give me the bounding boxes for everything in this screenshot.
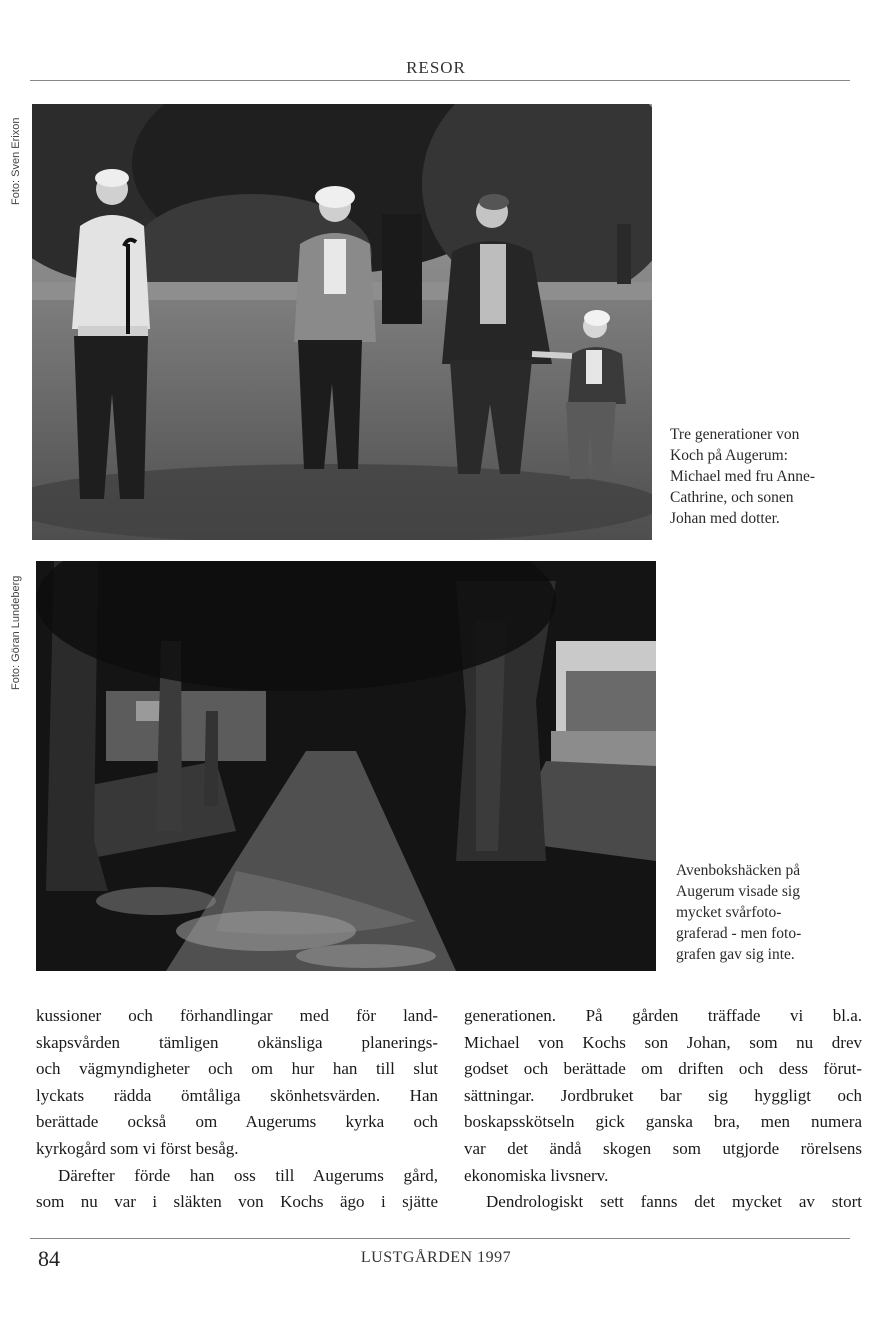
text-line: skapsvården tämligen okänsliga planerings-	[36, 1032, 438, 1052]
photo-hornbeam-hedge	[36, 561, 656, 971]
text-line: godset och berättade om driften och dess förut-	[464, 1059, 862, 1079]
text-line: Därefter förde han oss till Augerums gård,	[58, 1165, 438, 1185]
caption-line: Koch på Augerum:	[670, 447, 788, 464]
text-line: kussioner och förhandlingar med för land-	[36, 1006, 438, 1025]
text-column-left	[36, 1003, 438, 1216]
caption-line: Avenbokshäcken på	[676, 862, 801, 879]
text-line: Dendrologiskt sett fanns det mycket av stort	[486, 1192, 862, 1212]
text-line: sättningar. Jordbruket bar sig hyggligt och	[464, 1085, 862, 1105]
text-line: var det ändå skogen som utgjorde rörelsens	[464, 1138, 862, 1158]
caption-line: mycket svårfoto-	[676, 904, 782, 921]
footer-rule	[30, 1238, 850, 1239]
caption-line: Tre generationer von	[670, 426, 800, 443]
text-line: lyckats rädda ömtåliga skönhetsvärden. Han	[36, 1085, 438, 1105]
photo-caption-top	[670, 424, 815, 529]
header-rule	[30, 80, 850, 81]
publication-title: LUSTGÅRDEN 1997	[360, 1249, 512, 1266]
caption-line: Michael med fru Anne-	[670, 468, 816, 485]
text-line: berättade också om Augerums kyrka och	[36, 1112, 438, 1132]
text-line: Michael von Kochs son Johan, som nu drev	[464, 1032, 862, 1052]
photo-caption-bottom	[676, 860, 801, 965]
text-line: och vägmyndigheter och om hur han till slut	[36, 1059, 438, 1079]
text-line: kyrkogård som vi först besåg.	[36, 1138, 239, 1158]
section-header: RESOR	[406, 58, 466, 77]
photo-credit-top: Foto: Sven Erixon	[10, 117, 22, 205]
caption-line: Augerum visade sig	[676, 883, 800, 900]
caption-line: Johan med dotter.	[670, 510, 780, 527]
text-line: boskapsskötseln gick ganska bra, men numera	[464, 1112, 862, 1132]
caption-line: grafen gav sig inte.	[676, 946, 795, 963]
text-column-right	[464, 1003, 862, 1216]
text-line: generationen. På gården träffade vi bl.a.	[464, 1006, 862, 1025]
caption-line: Cathrine, och sonen	[670, 489, 794, 506]
photo-credit-bottom: Foto: Göran Lundeberg	[10, 575, 22, 690]
photo-three-generations	[32, 104, 652, 540]
caption-line: graferad - men foto-	[676, 925, 802, 942]
text-line: som nu var i släkten von Kochs ägo i sjätte	[36, 1192, 438, 1212]
page-number: 84	[38, 1246, 60, 1271]
text-line: ekonomiska livsnerv.	[464, 1165, 609, 1185]
